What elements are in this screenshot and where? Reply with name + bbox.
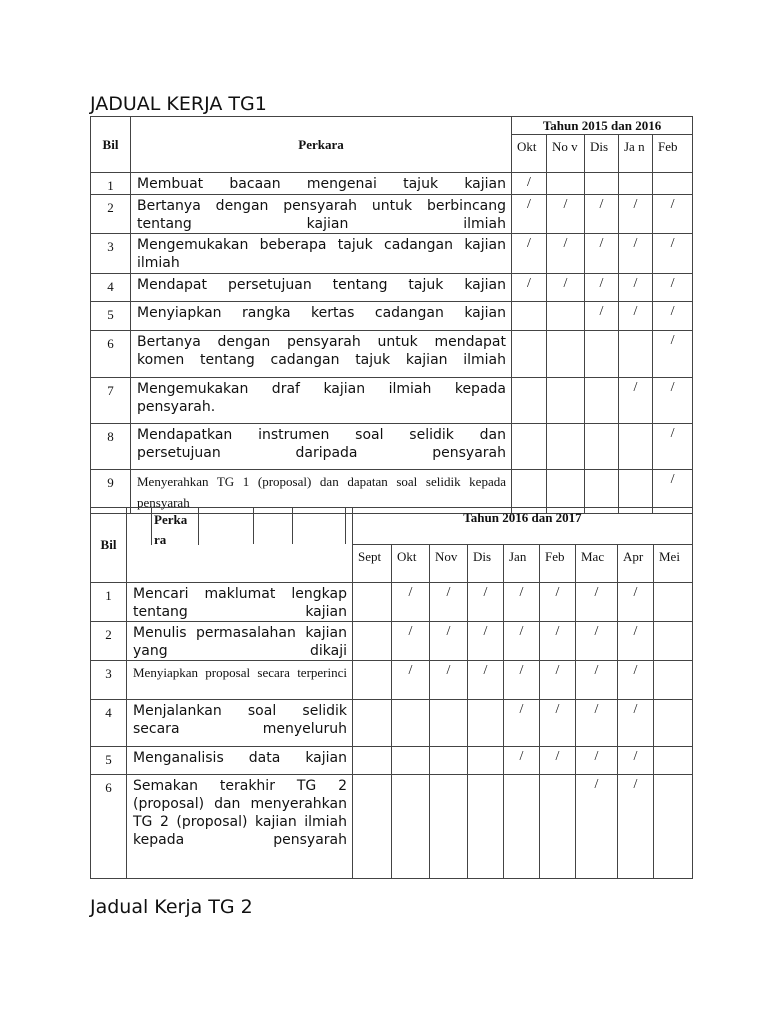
row-mark: / — [585, 195, 619, 234]
row-mark: / — [540, 661, 576, 700]
t1-header-perkara: Perkara — [131, 117, 512, 173]
row-mark — [540, 775, 576, 879]
row-mark — [585, 173, 619, 195]
t1-header-year: Tahun 2015 dan 2016 — [512, 117, 693, 135]
t2-header-perkara-cell — [127, 508, 353, 545]
row-task: Mengemukakan draf kajian ilmiah kepada pensyarah. — [131, 378, 512, 424]
t1-month: Dis — [585, 135, 619, 173]
row-mark — [619, 424, 653, 470]
row-mark: / — [619, 274, 653, 302]
row-mark — [654, 775, 693, 879]
row-mark: / — [468, 622, 504, 661]
title-tg1: JADUAL KERJA TG1 — [90, 93, 267, 115]
row-mark: / — [618, 700, 654, 747]
row-mark: / — [430, 622, 468, 661]
t2-header-year: Tahun 2016 dan 2017 — [353, 508, 693, 545]
row-number: 3 — [91, 234, 131, 274]
row-mark: / — [618, 661, 654, 700]
row-mark: / — [512, 173, 547, 195]
row-mark — [585, 424, 619, 470]
row-task: Mendapatkan instrumen soal selidik dan persetujuan daripada pensyarah — [131, 424, 512, 470]
t2-month: Mac — [576, 545, 618, 583]
row-mark: / — [619, 302, 653, 331]
row-number: 9 — [91, 470, 131, 514]
row-mark: / — [653, 195, 693, 234]
t2-month: Dis — [468, 545, 504, 583]
row-mark — [353, 583, 392, 622]
row-mark — [512, 302, 547, 331]
row-task: Menjalankan soal selidik secara menyeluruh — [127, 700, 353, 747]
t2-header-bil: Bil — [91, 508, 127, 583]
row-number: 1 — [91, 583, 127, 622]
row-mark: / — [430, 583, 468, 622]
row-mark: / — [619, 378, 653, 424]
row-mark: / — [504, 622, 540, 661]
row-mark: / — [585, 234, 619, 274]
t1-month: Ja n — [619, 135, 653, 173]
row-mark: / — [653, 470, 693, 514]
row-task: Menulis permasalahan kajian yang dikaji — [127, 622, 353, 661]
row-mark: / — [468, 661, 504, 700]
row-mark — [392, 775, 430, 879]
table-row — [91, 378, 693, 424]
row-mark: / — [512, 274, 547, 302]
row-mark: / — [576, 622, 618, 661]
row-number: 3 — [91, 661, 127, 700]
row-mark: / — [618, 622, 654, 661]
row-mark — [654, 747, 693, 775]
row-mark: / — [653, 378, 693, 424]
row-number: 4 — [91, 274, 131, 302]
row-mark: / — [547, 195, 585, 234]
row-number: 8 — [91, 424, 131, 470]
row-mark: / — [547, 274, 585, 302]
table-row — [91, 747, 693, 775]
title-tg2: Jadual Kerja TG 2 — [90, 896, 253, 918]
table-row — [91, 274, 693, 302]
row-mark: / — [618, 747, 654, 775]
row-mark: / — [576, 775, 618, 879]
row-mark — [585, 331, 619, 378]
table-row — [91, 700, 693, 747]
row-number: 6 — [91, 331, 131, 378]
table-row — [91, 583, 693, 622]
row-mark — [353, 661, 392, 700]
row-mark: / — [619, 195, 653, 234]
row-mark — [504, 775, 540, 879]
row-mark: / — [504, 700, 540, 747]
row-mark — [353, 775, 392, 879]
row-mark: / — [430, 661, 468, 700]
row-number: 5 — [91, 302, 131, 331]
row-task: Semakan terakhir TG 2 (proposal) dan menyerahkan TG 2 (proposal) kajian ilmiah kepada pensyarah — [127, 775, 353, 879]
table-row — [91, 775, 693, 879]
row-mark: / — [576, 661, 618, 700]
row-mark: / — [540, 622, 576, 661]
t1-header-bil: Bil — [91, 117, 131, 173]
row-number: 4 — [91, 700, 127, 747]
row-mark: / — [576, 747, 618, 775]
row-mark — [468, 775, 504, 879]
table-row — [91, 661, 693, 700]
row-number: 2 — [91, 622, 127, 661]
row-number: 2 — [91, 195, 131, 234]
row-task: Mencari maklumat lengkap tentang kajian — [127, 583, 353, 622]
row-mark: / — [585, 274, 619, 302]
row-mark — [619, 173, 653, 195]
row-mark — [392, 700, 430, 747]
row-mark — [468, 747, 504, 775]
row-number: 6 — [91, 775, 127, 879]
row-task: Menyerahkan TG 1 (proposal) dan dapatan soal selidik kepada pensyarah — [131, 470, 512, 514]
row-mark: / — [504, 661, 540, 700]
row-mark: / — [512, 234, 547, 274]
row-mark: / — [392, 661, 430, 700]
t2-month: Apr — [618, 545, 654, 583]
row-mark: / — [540, 747, 576, 775]
row-mark — [547, 378, 585, 424]
row-mark — [353, 700, 392, 747]
t2-header-perkara: Perka ra — [154, 512, 188, 545]
row-mark — [585, 378, 619, 424]
row-mark: / — [585, 302, 619, 331]
row-number: 1 — [91, 173, 131, 195]
row-mark — [547, 302, 585, 331]
row-mark: / — [653, 424, 693, 470]
row-mark: / — [653, 274, 693, 302]
row-mark — [512, 424, 547, 470]
row-mark — [430, 700, 468, 747]
row-task: Bertanya dengan pensyarah untuk berbincang tentang kajian ilmiah — [131, 195, 512, 234]
row-mark — [547, 173, 585, 195]
row-mark: / — [653, 302, 693, 331]
t2-month: Mei — [654, 545, 693, 583]
table-row — [91, 424, 693, 470]
row-mark: / — [619, 234, 653, 274]
t1-month: Okt — [512, 135, 547, 173]
t2-month: Okt — [392, 545, 430, 583]
t2-month: Nov — [430, 545, 468, 583]
row-mark — [619, 331, 653, 378]
row-task: Menyiapkan rangka kertas cadangan kajian — [131, 302, 512, 331]
table-tg2 — [90, 507, 693, 879]
row-task: Menganalisis data kajian — [127, 747, 353, 775]
row-task: Mendapat persetujuan tentang tajuk kajian — [131, 274, 512, 302]
table-tg1 — [90, 116, 693, 514]
row-number: 7 — [91, 378, 131, 424]
row-mark — [547, 331, 585, 378]
t2-month: Jan — [504, 545, 540, 583]
row-mark: / — [576, 583, 618, 622]
row-mark — [547, 424, 585, 470]
row-mark: / — [512, 195, 547, 234]
row-mark: / — [618, 775, 654, 879]
row-mark — [468, 700, 504, 747]
row-mark: / — [653, 234, 693, 274]
row-mark — [430, 775, 468, 879]
row-task: Menyiapkan proposal secara terperinci — [127, 661, 353, 700]
table-row — [91, 622, 693, 661]
t1-month: No v — [547, 135, 585, 173]
row-mark — [654, 622, 693, 661]
row-mark — [512, 378, 547, 424]
table-row — [91, 173, 693, 195]
row-mark: / — [392, 583, 430, 622]
row-mark — [654, 583, 693, 622]
row-mark — [653, 173, 693, 195]
table-row — [91, 234, 693, 274]
t2-month: Feb — [540, 545, 576, 583]
table-row — [91, 302, 693, 331]
row-mark — [512, 331, 547, 378]
row-mark: / — [547, 234, 585, 274]
row-task: Membuat bacaan mengenai tajuk kajian — [131, 173, 512, 195]
row-task: Mengemukakan beberapa tajuk cadangan kajian ilmiah — [131, 234, 512, 274]
row-mark — [353, 747, 392, 775]
row-mark: / — [468, 583, 504, 622]
table-row — [91, 195, 693, 234]
row-mark: / — [618, 583, 654, 622]
row-mark — [654, 661, 693, 700]
t1-month: Feb — [653, 135, 693, 173]
row-mark: / — [576, 700, 618, 747]
row-mark: / — [540, 700, 576, 747]
row-mark: / — [392, 622, 430, 661]
row-mark — [392, 747, 430, 775]
row-number: 5 — [91, 747, 127, 775]
row-mark — [430, 747, 468, 775]
table-row — [91, 331, 693, 378]
row-mark: / — [540, 583, 576, 622]
row-mark — [654, 700, 693, 747]
t2-month: Sept — [353, 545, 392, 583]
row-mark: / — [653, 331, 693, 378]
row-mark: / — [504, 747, 540, 775]
row-task: Bertanya dengan pensyarah untuk mendapat komen tentang cadangan tajuk kajian ilmiah — [131, 331, 512, 378]
row-mark: / — [504, 583, 540, 622]
row-mark — [353, 622, 392, 661]
